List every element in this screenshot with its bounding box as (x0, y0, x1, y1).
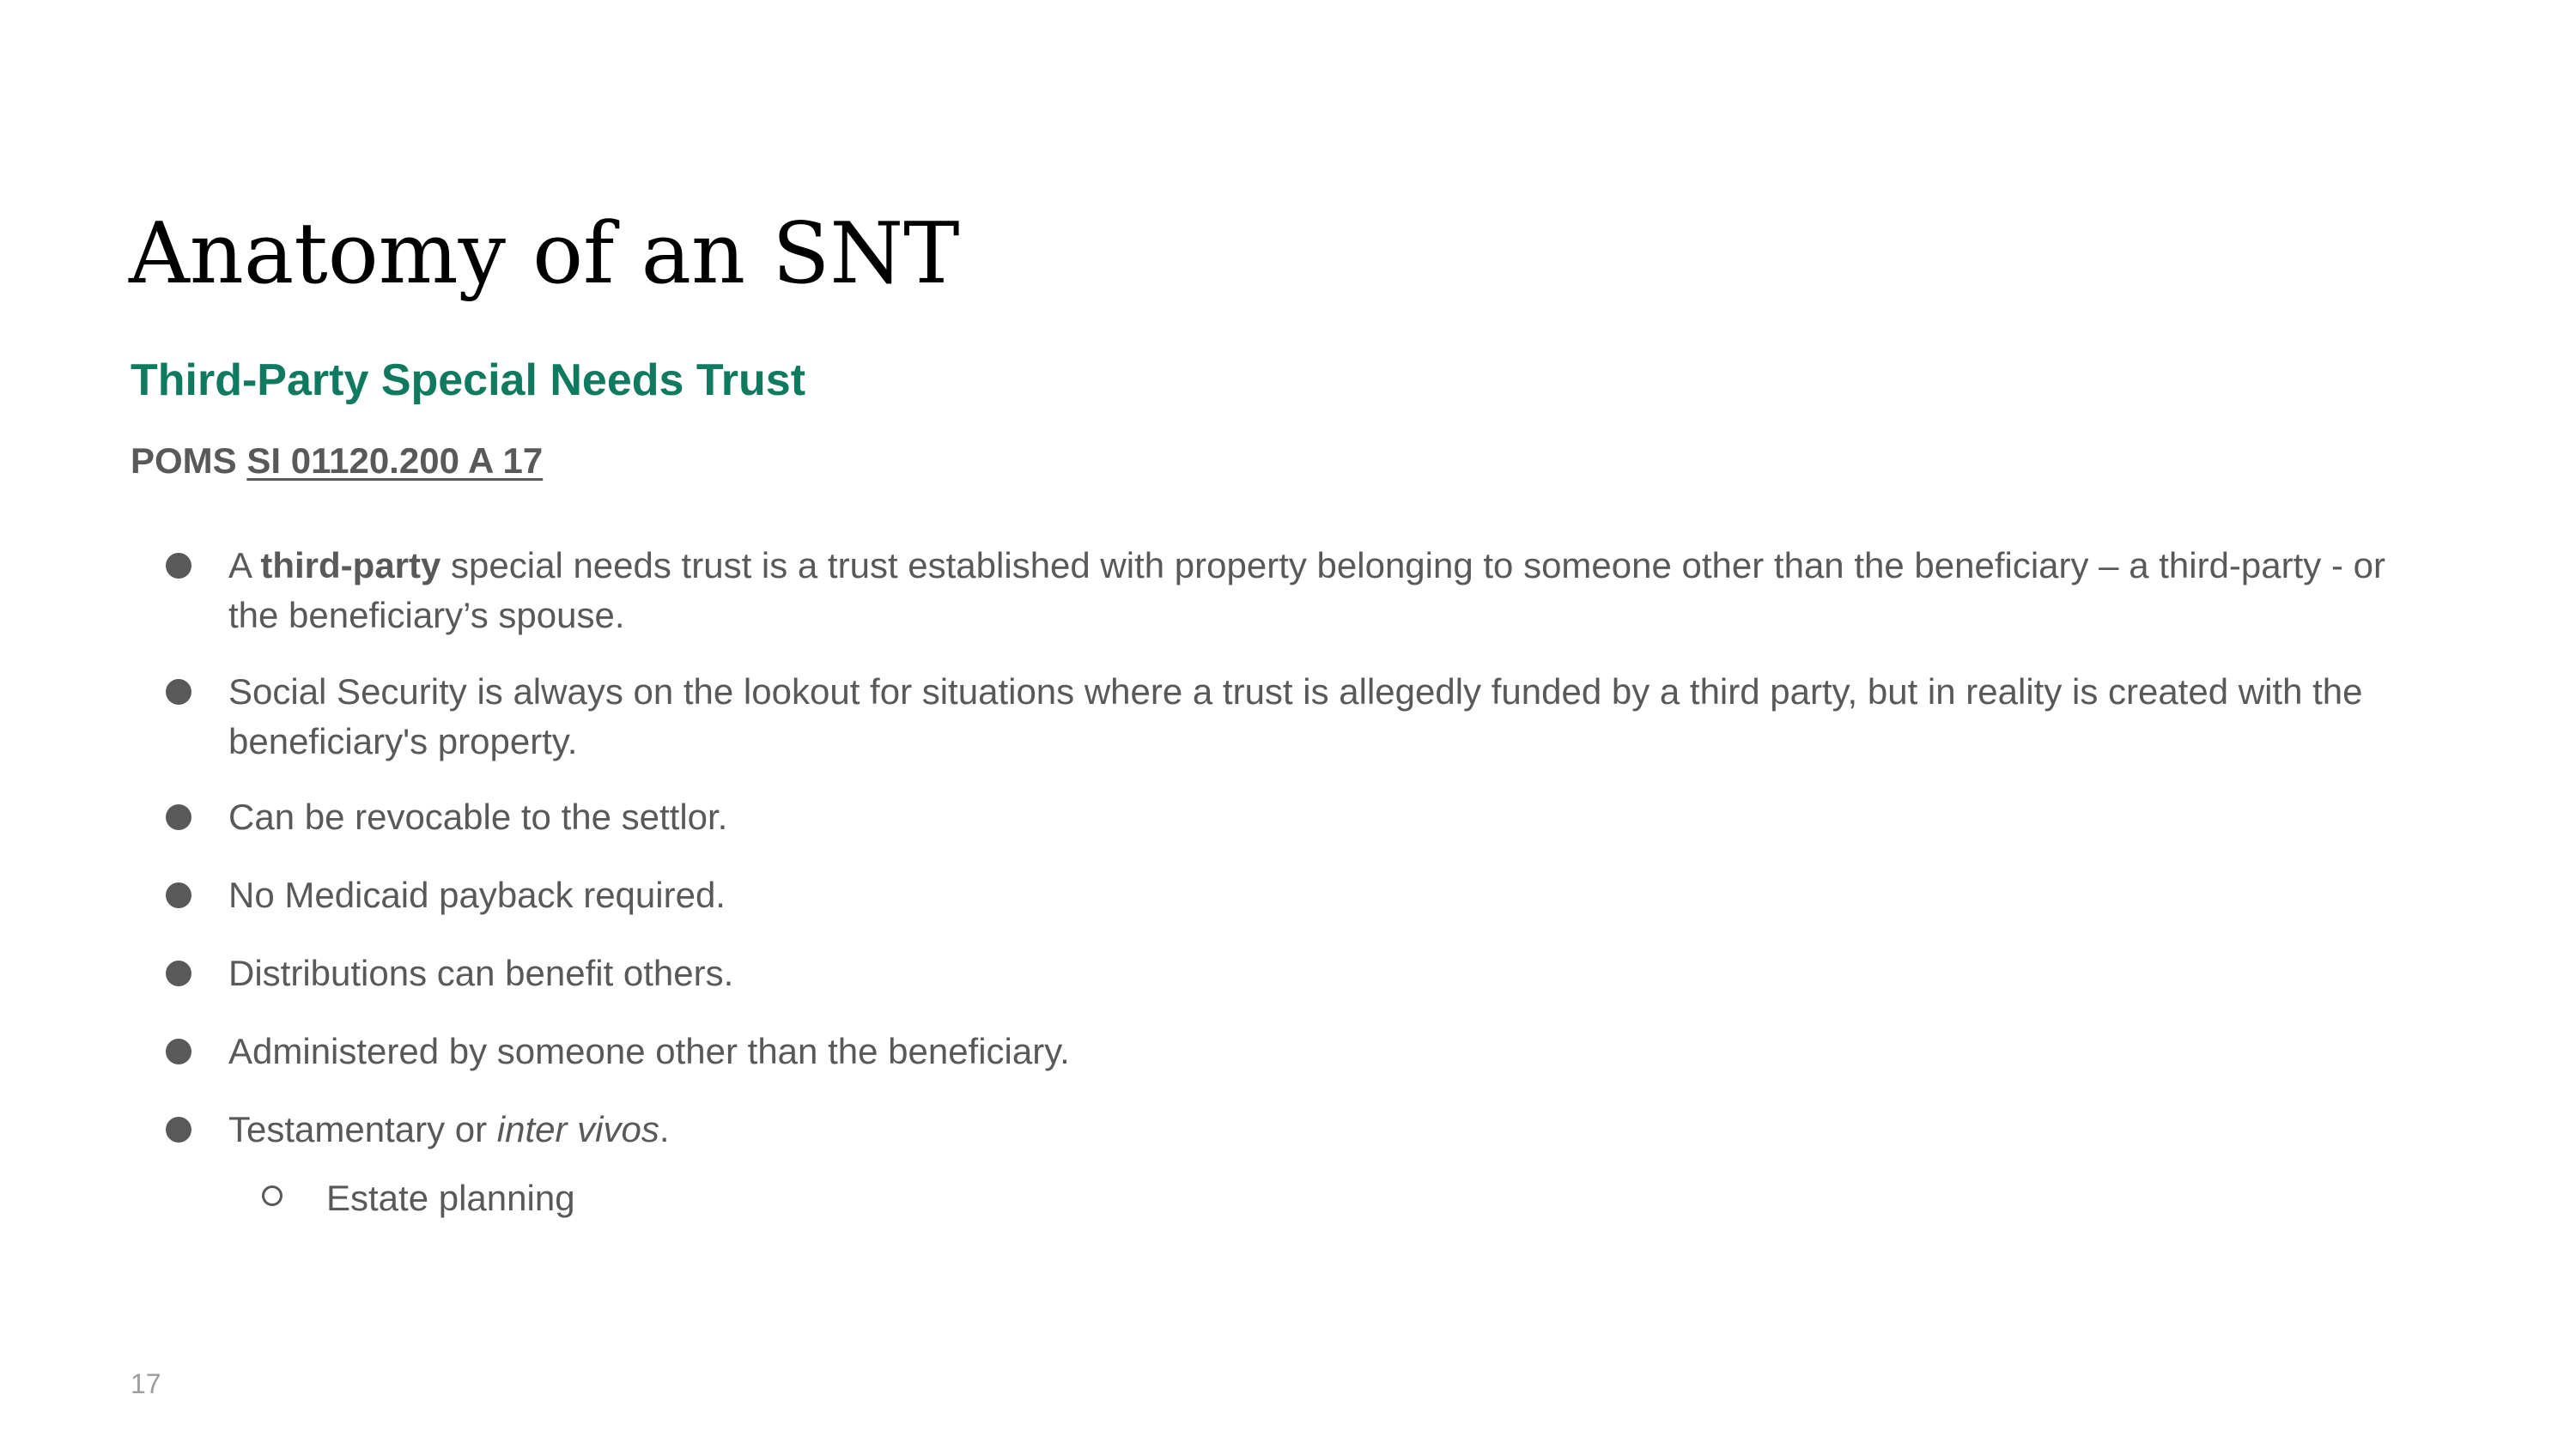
bullet-dot-icon (166, 553, 191, 579)
bullet-item-third-party-definition (163, 541, 2413, 640)
bullet-dot-icon (166, 679, 191, 705)
bullet-text: Distributions can benefit others. (228, 953, 734, 993)
slide-subtitle: Third-Party Special Needs Trust (131, 355, 806, 405)
bullet-dot-icon (166, 882, 191, 908)
poms-reference-link[interactable]: SI 01120.200 A 17 (246, 440, 544, 481)
hollow-circle-bullet-icon (262, 1185, 283, 1206)
bullet-item-testamentary (163, 1105, 2413, 1155)
italic-term: inter vivos (496, 1109, 659, 1149)
bullet-text: No Medicaid payback required. (228, 875, 726, 915)
bullet-item-social-security (163, 667, 2413, 767)
bullet-item-no-payback (163, 870, 2413, 920)
bullet-item-revocable (163, 792, 2413, 842)
bullet-text: Administered by someone other than the beneficiary. (228, 1031, 1070, 1071)
bold-term: third-party (260, 545, 441, 585)
bullet-dot-icon (166, 1039, 191, 1064)
reference-prefix: POMS (131, 440, 247, 481)
bullet-text: Social Security is always on the lookout for situations where a trust is allegedly funded by a third party, but in reality is created with the beneficiary's property. (228, 671, 2363, 761)
bullet-dot-icon (166, 961, 191, 986)
slide-title: Anatomy of an SNT (129, 205, 960, 303)
sub-bullet-text: Estate planning (326, 1178, 575, 1218)
sub-bullet-estate-planning (262, 1173, 2323, 1223)
poms-reference (131, 440, 543, 482)
bullet-item-administered (163, 1027, 2413, 1076)
page-number: 17 (131, 1368, 161, 1399)
bullet-dot-icon (166, 1117, 191, 1143)
bullet-text: A third-party special needs trust is a trust established with property belonging to someone other than the beneficiary – a third-party - or the beneficiary’s spouse. (228, 545, 2385, 635)
bullet-text: Testamentary or inter vivos. (228, 1109, 670, 1149)
bullet-text: Can be revocable to the settlor. (228, 797, 728, 837)
bullet-item-distributions (163, 949, 2413, 998)
bullet-dot-icon (166, 804, 191, 830)
